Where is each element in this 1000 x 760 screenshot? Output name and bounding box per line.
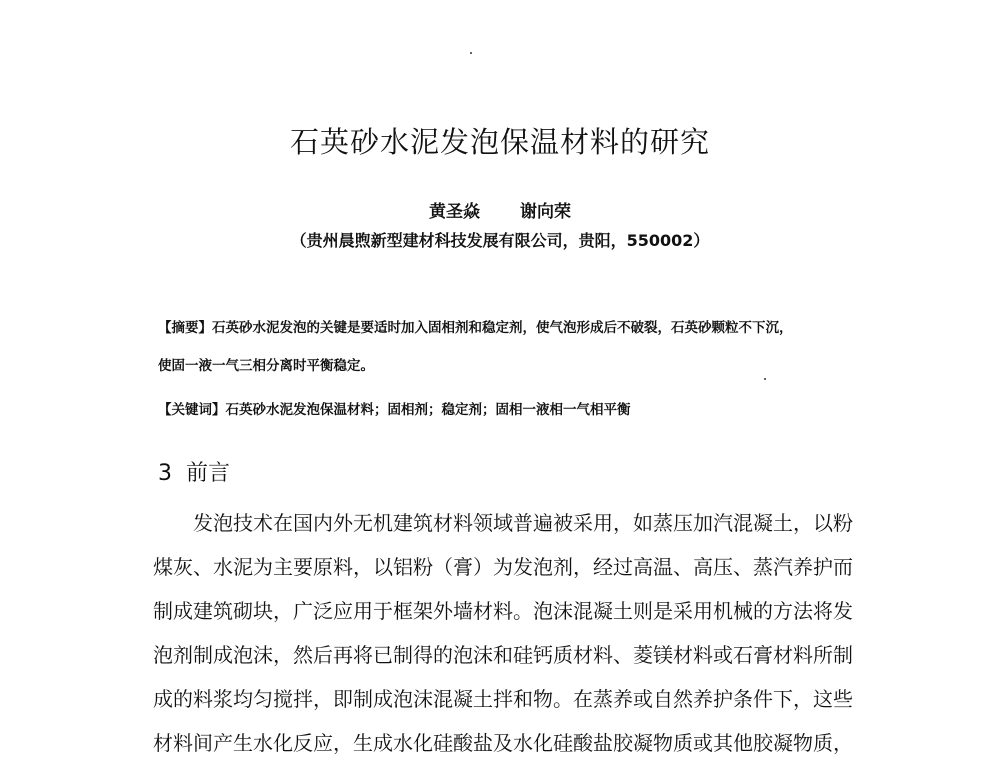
section-heading — [158, 456, 230, 487]
paper-title: 石英砂水泥发泡保温材料的研究 — [289, 125, 710, 159]
body-text-line: 煤灰、水泥为主要原料，以铝粉（膏）为发泡剂，经过高温、高压、蒸汽养护而 — [153, 555, 853, 579]
scan-speck — [764, 378, 766, 380]
body-text-line: 制成建筑砌块，广泛应用于框架外墙材料。泡沫混凝土则是采用机械的方法将发 — [153, 599, 853, 623]
section-number: 3 — [158, 461, 172, 486]
body-text-line: 材料间产生水化反应，生成水化硅酸盐及水化硅酸盐胶凝物质或其他胶凝物质， — [153, 731, 853, 755]
affiliation: （贵州晨煦新型建材科技发展有限公司，贵阳，550002） — [290, 231, 710, 250]
keywords: 【关键词】石英砂水泥发泡保温材料；固相剂；稳定剂；固相一液相一气相平衡 — [158, 402, 631, 418]
abstract-line: 【摘要】石英砂水泥发泡的关键是要适时加入固相剂和稳定剂，使气泡形成后不破裂，石英砂颗粒不下沉， — [158, 320, 793, 336]
section-title: 前言 — [186, 461, 231, 486]
author-name: 黄圣焱 — [429, 202, 480, 222]
body-text-line: 成的料浆均匀搅拌，即制成泡沫混凝土拌和物。在蒸养或自然养护条件下，这些 — [153, 687, 853, 711]
body-text-line: 发泡技术在国内外无机建筑材料领域普遍被采用，如蒸压加汽混凝土，以粉 — [153, 511, 853, 535]
scan-speck — [470, 52, 472, 54]
body-text-line: 泡剂制成泡沫，然后再将已制得的泡沫和硅钙质材料、菱镁材料或石膏材料所制 — [153, 643, 853, 667]
author-list — [0, 197, 1000, 222]
abstract-line: 使固一液一气三相分离时平衡稳定。 — [158, 358, 374, 374]
author-name: 谢向荣 — [520, 202, 571, 222]
